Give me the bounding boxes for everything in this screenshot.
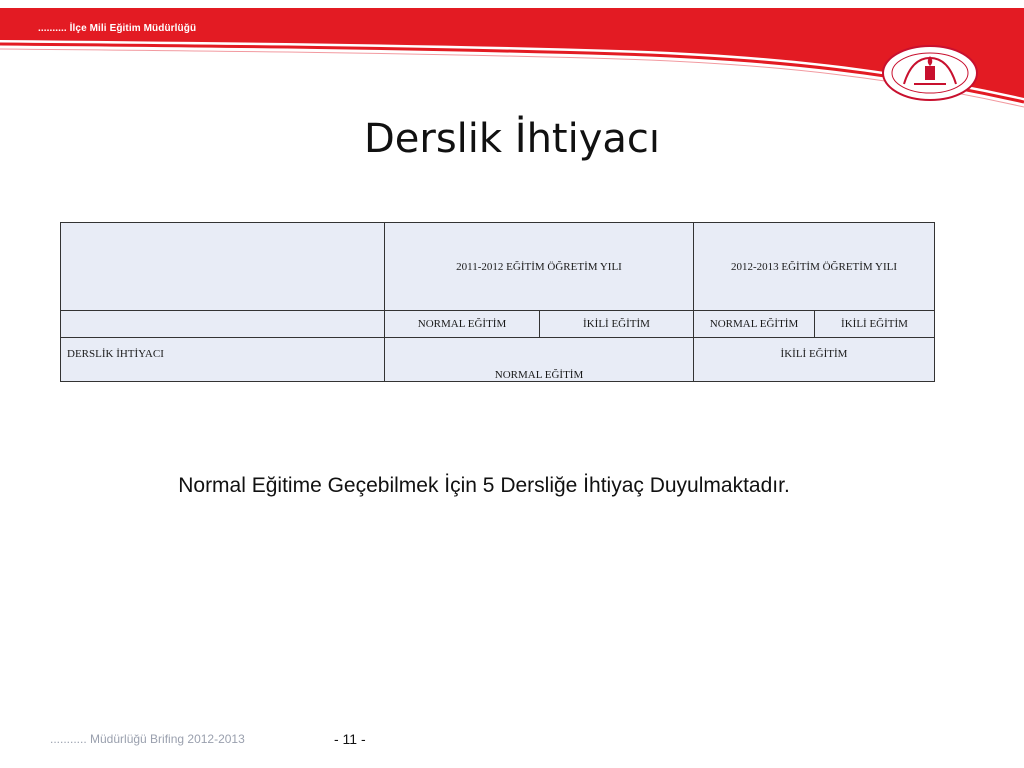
table-subheader-normal-2012: NORMAL EĞİTİM xyxy=(694,311,815,338)
classroom-need-table xyxy=(60,222,935,382)
table-row xyxy=(61,311,935,338)
ministry-emblem-icon xyxy=(880,44,980,102)
header-title: .......... İlçe Mili Eğitim Müdürlüğü xyxy=(38,23,197,34)
table-corner-cell xyxy=(61,223,385,311)
summary-message: Normal Eğitime Geçebilmek İçin 5 Dersliğe İhtiyaç Duyulmaktadır. xyxy=(178,474,790,497)
table-cell-2011-value: NORMAL EĞİTİM xyxy=(385,338,694,382)
table-subheader-ikili-2011: İKİLİ EĞİTİM xyxy=(540,311,694,338)
footer-text: ........... Müdürlüğü Brifing 2012-2013 xyxy=(50,732,245,746)
table-subheader-ikili-2012: İKİLİ EĞİTİM xyxy=(815,311,935,338)
table-cell-2012-value: İKİLİ EĞİTİM xyxy=(694,338,935,382)
table-blank-cell xyxy=(61,311,385,338)
table-subheader-normal-2011: NORMAL EĞİTİM xyxy=(385,311,540,338)
table-row-label: DERSLİK İHTİYACI xyxy=(61,338,385,382)
page-number: - 11 - xyxy=(334,731,366,747)
header-banner xyxy=(0,0,1024,110)
page-title: Derslik İhtiyacı xyxy=(363,116,661,162)
header-banner-shape xyxy=(0,0,1024,110)
table-header-year-2012-2013: 2012-2013 EĞİTİM ÖĞRETİM YILI xyxy=(694,223,935,311)
table-header-year-2011-2012: 2011-2012 EĞİTİM ÖĞRETİM YILI xyxy=(385,223,694,311)
ministry-logo xyxy=(880,44,980,102)
table-row xyxy=(61,223,935,311)
table-row xyxy=(61,338,935,382)
